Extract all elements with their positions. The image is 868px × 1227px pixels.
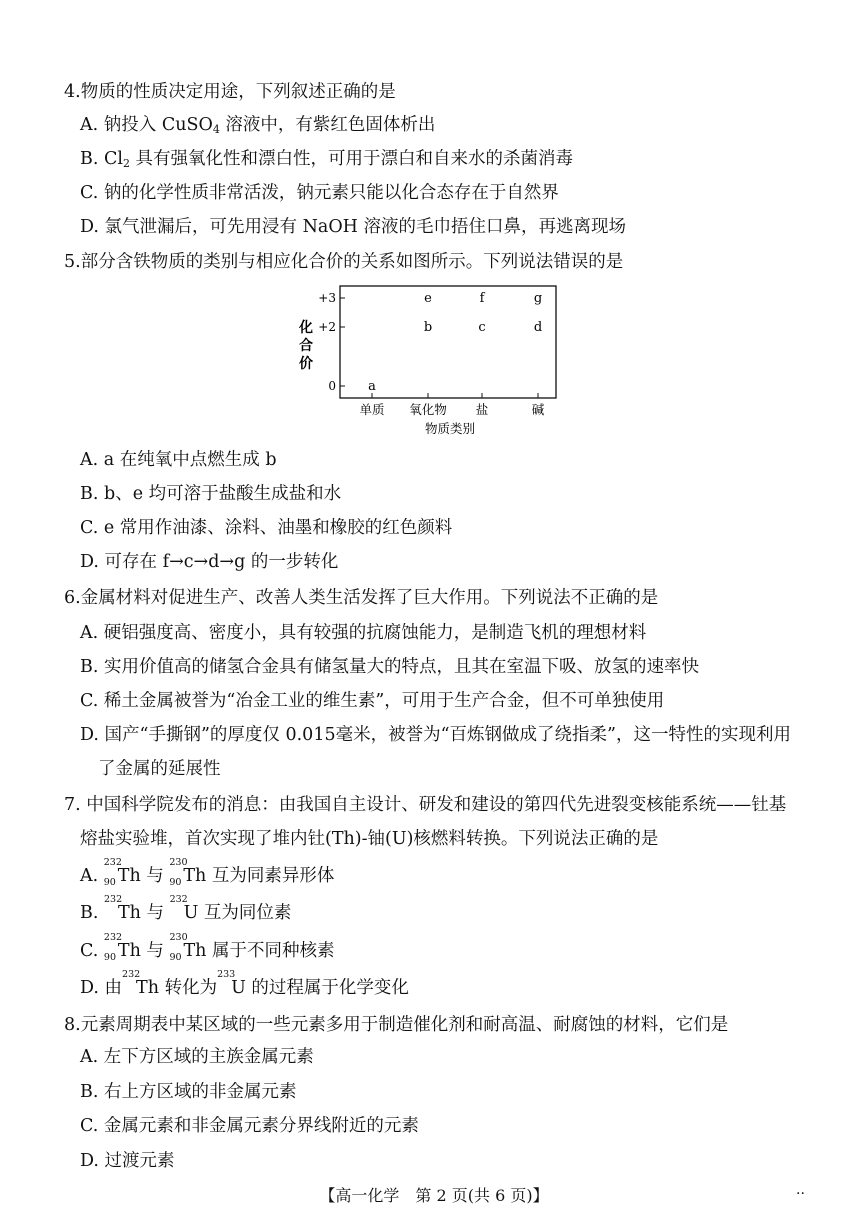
q4-option-c: C. 钠的化学性质非常活泼，钠元素只能以化合态存在于自然界 bbox=[80, 183, 559, 203]
valence-category-chart bbox=[290, 282, 580, 442]
q7-c-post: 属于不同种核素 bbox=[206, 941, 335, 961]
mass-number: 230 bbox=[169, 932, 188, 943]
element-symbol: Th bbox=[183, 866, 207, 886]
q4-a-sub: 4 bbox=[212, 123, 220, 136]
q6-option-b: B. 实用价值高的储氢合金具有储氢量大的特点，且其在室温下吸、放氢的速率快 bbox=[80, 657, 699, 677]
mass-number: 232 bbox=[122, 969, 141, 980]
isotope-th232 bbox=[103, 932, 141, 963]
q7-option-b bbox=[80, 894, 292, 925]
q7-option-d bbox=[80, 969, 409, 1000]
mass-number: 232 bbox=[103, 857, 122, 868]
footer-dots: .. bbox=[796, 1182, 805, 1198]
q7-a-prefix: A. bbox=[80, 866, 104, 886]
y-tick-label: +3 bbox=[318, 291, 336, 305]
data-point-e: e bbox=[424, 291, 432, 306]
element-symbol: U bbox=[183, 903, 199, 923]
y-axis-label-char: 合 bbox=[299, 338, 313, 354]
y-tick-label: 0 bbox=[328, 379, 336, 393]
q7-c-prefix: C. bbox=[80, 941, 104, 961]
q5-option-b: B. b、e 均可溶于盐酸生成盐和水 bbox=[80, 484, 342, 504]
q6-option-d-line2: 了金属的延展性 bbox=[98, 759, 221, 779]
q4-option-b bbox=[80, 147, 573, 176]
q7-b-mid: 与 bbox=[140, 903, 170, 923]
x-tick-label: 碱 bbox=[531, 402, 545, 417]
q6-stem: 6.金属材料对促进生产、改善人类生活发挥了巨大作用。下列说法不正确的是 bbox=[64, 588, 659, 608]
isotope-th232 bbox=[103, 857, 141, 888]
x-tick-label: 盐 bbox=[475, 402, 489, 417]
element-symbol: U bbox=[231, 978, 246, 998]
isotope-u233 bbox=[217, 969, 246, 1000]
q7-d-mid: 转化为 bbox=[159, 978, 218, 998]
mass-number: 232 bbox=[104, 894, 123, 905]
mass-number: 232 bbox=[103, 932, 123, 943]
element-symbol: Th bbox=[117, 866, 141, 886]
element-symbol: Th bbox=[136, 978, 159, 998]
q4-a-rest: 溶液中，有紫红色固体析出 bbox=[219, 115, 436, 135]
y-axis-label-char: 化 bbox=[299, 320, 313, 336]
data-point-d: d bbox=[533, 320, 543, 335]
x-tick-label: 氧化物 bbox=[409, 402, 447, 417]
q7-b-prefix: B. bbox=[80, 903, 104, 923]
data-point-c: c bbox=[478, 320, 486, 335]
isotope-th232 bbox=[122, 969, 159, 1000]
q7-stem-line1: 7. 中国科学院发布的消息：由我国自主设计、研发和建设的第四代先进裂变核能系统——钍基 bbox=[64, 795, 787, 815]
data-point-f: f bbox=[479, 291, 485, 306]
q4-option-d: D. 氯气泄漏后，可先用浸有 NaOH 溶液的毛巾捂住口鼻，再逃离现场 bbox=[80, 217, 627, 237]
q7-d-prefix: D. 由 bbox=[80, 978, 123, 998]
element-symbol: Th bbox=[118, 903, 141, 923]
atomic-number: 90 bbox=[103, 877, 116, 888]
mass-number: 233 bbox=[217, 969, 236, 980]
q5-option-d: D. 可存在 f→c→d→g 的一步转化 bbox=[80, 552, 339, 572]
q7-c-mid: 与 bbox=[140, 941, 170, 961]
element-symbol: Th bbox=[183, 941, 207, 961]
q7-d-post: 的过程属于化学变化 bbox=[245, 978, 409, 998]
data-point-g: g bbox=[533, 291, 543, 306]
q8-option-d: D. 过渡元素 bbox=[80, 1151, 175, 1171]
element-symbol: Th bbox=[117, 941, 141, 961]
q5-stem: 5.部分含铁物质的类别与相应化合价的关系如图所示。下列说法错误的是 bbox=[64, 252, 624, 272]
atomic-number: 90 bbox=[103, 952, 116, 963]
q6-option-c: C. 稀土金属被誉为“冶金工业的维生素”，可用于生产合金，但不可单独使用 bbox=[80, 691, 665, 711]
y-axis-label-char: 价 bbox=[299, 356, 313, 372]
q8-option-b: B. 右上方区域的非金属元素 bbox=[80, 1082, 297, 1102]
data-point-b: b bbox=[423, 320, 433, 335]
data-point-a: a bbox=[368, 379, 376, 394]
q6-option-a: A. 硬铝强度高、密度小，具有较强的抗腐蚀能力，是制造飞机的理想材料 bbox=[80, 623, 647, 643]
q4-b-text: B. Cl bbox=[80, 149, 123, 169]
isotope-th230 bbox=[169, 857, 207, 888]
page-footer: 【高一化学 第 2 页(共 6 页)】 bbox=[319, 1186, 549, 1205]
atomic-number: 90 bbox=[169, 952, 182, 963]
x-axis-label: 物质类别 bbox=[424, 421, 476, 436]
x-tick-label: 单质 bbox=[359, 402, 385, 417]
isotope-u232 bbox=[169, 894, 199, 925]
q7-option-c bbox=[80, 932, 335, 963]
q7-option-a bbox=[80, 857, 335, 888]
q4-b-sub: 2 bbox=[122, 157, 130, 170]
q4-a-text: A. 钠投入 CuSO bbox=[80, 115, 213, 135]
q5-option-a: A. a 在纯氧中点燃生成 b bbox=[80, 450, 277, 470]
q8-stem: 8.元素周期表中某区域的一些元素多用于制造催化剂和耐高温、耐腐蚀的材料，它们是 bbox=[64, 1015, 729, 1035]
q5-option-c: C. e 常用作油漆、涂料、油墨和橡胶的红色颜料 bbox=[80, 518, 453, 538]
q6-option-d-line1: D. 国产“手撕钢”的厚度仅 0.015毫米，被誉为“百炼钢做成了绕指柔”，这一特性的实现利用 bbox=[80, 725, 791, 745]
q4-b-rest: 具有强氧化性和漂白性，可用于漂白和自来水的杀菌消毒 bbox=[129, 149, 574, 169]
q4-option-a bbox=[80, 113, 435, 142]
mass-number: 230 bbox=[169, 857, 188, 868]
q4-stem: 4.物质的性质决定用途，下列叙述正确的是 bbox=[64, 82, 396, 102]
q8-option-c: C. 金属元素和非金属元素分界线附近的元素 bbox=[80, 1116, 419, 1136]
q7-b-post: 互为同位素 bbox=[198, 903, 292, 923]
mass-number: 232 bbox=[169, 894, 188, 905]
q7-a-post: 互为同素异形体 bbox=[206, 866, 335, 886]
q7-stem-line2: 熔盐实验堆，首次实现了堆内钍(Th)-铀(U)核燃料转换。下列说法正确的是 bbox=[80, 829, 659, 849]
q7-a-mid: 与 bbox=[140, 866, 170, 886]
isotope-th232 bbox=[104, 894, 141, 925]
isotope-th230 bbox=[169, 932, 207, 963]
q8-option-a: A. 左下方区域的主族金属元素 bbox=[80, 1047, 314, 1067]
y-tick-label: +2 bbox=[318, 320, 336, 334]
atomic-number: 90 bbox=[169, 877, 182, 888]
